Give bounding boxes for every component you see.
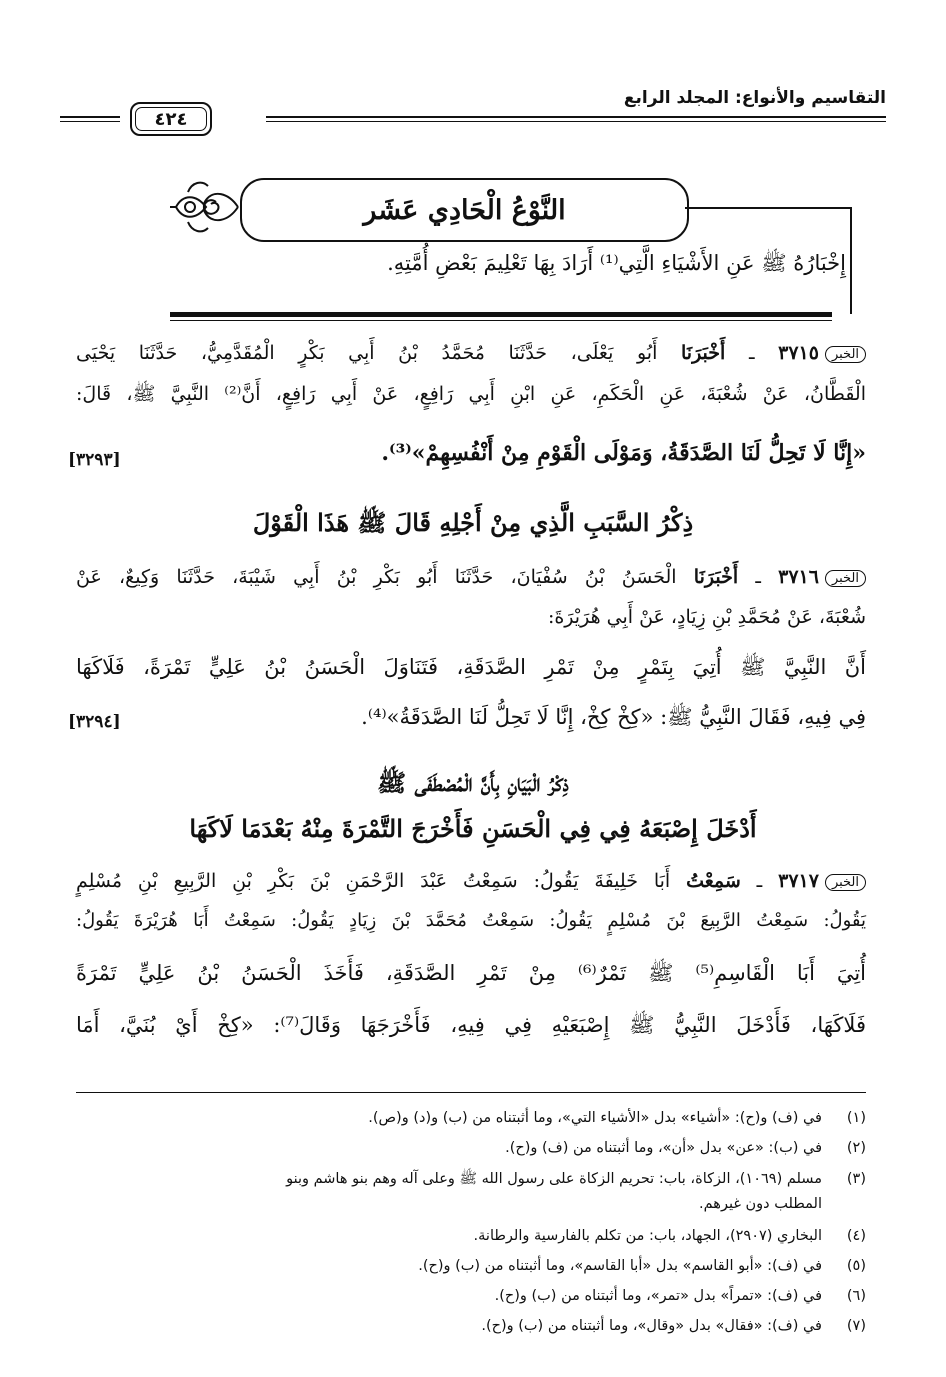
section-heading-2-line-1: ذِكْرُ الْبَيَانِ بِأَنَّ الْمُصْطَفَى ﷺ — [377, 768, 569, 797]
running-title: التقاسيم والأنواع: المجلد الرابع — [623, 88, 886, 108]
hadith-verb: أَخْبَرَنَا — [681, 342, 726, 364]
hadith-3717-line-4: فَلَاكَهَا، فَأَدْخَلَ النَّبِيُّ ﷺ إِصْبَعَيْهِ فِي فِيهِ، فَأَخْرَجَهَا وَقَالَ⁽⁷⁾: «كِخْ أَيْ بُنَيَّ، أَمَا — [76, 1013, 866, 1037]
khabar-badge: الخبر — [825, 346, 866, 363]
hadith-3715-line-2: الْقَطَّانُ، عَنْ شُعْبَةَ، عَنِ الْحَكَمِ، عَنِ ابْنِ أَبِي رَافِعٍ، عَنْ أَبِي رَافِعٍ، أَنَّ⁽²⁾ النَّبِيَّ ﷺ، قَالَ: — [76, 383, 866, 405]
footnote-1: (١)في (ف) و(ح): «أشياء» بدل «الأشياء التي»، وما أثبتناه من (ب) و(د) و(ص). — [368, 1110, 866, 1126]
hadith-number: ٣٧١٧ — [778, 870, 819, 892]
hadith-3716-ref: [٣٢٩٤] — [68, 712, 121, 732]
chapter-subtitle: إِخْبَارُهُ ﷺ عَنِ الأَشْيَاءِ الَّتِي⁽¹⁾ أَرَادَ بِهَا تَعْلِيمَ بَعْضِ أُمَّتِهِ. — [387, 251, 846, 275]
footnote-5: (٥)في (ف): «أبو القاسم» بدل «أبا القاسم»، وما أثبتناه من (ب) و(ح). — [418, 1258, 866, 1274]
page-number-text: ٤٢٤ — [154, 108, 188, 130]
hadith-number: ٣٧١٥ — [778, 342, 819, 364]
khabar-badge: الخبر — [825, 874, 866, 891]
footnote-6: (٦)في (ف): «تمراً» بدل «تمر»، وما أثبتناه من (ب) و(ح). — [494, 1288, 866, 1304]
footnote-4: (٤)البخاري (٢٩٠٧)، الجهاد، باب: من تكلم بالفارسية والرطانة. — [473, 1228, 866, 1244]
running-header — [60, 70, 886, 140]
footnote-7: (٧)في (ف): «فقال» بدل «وقال»، وما أثبتناه من (ب) و(ح). — [481, 1318, 866, 1334]
hadith-3716-line-4: فِي فِيهِ، فَقَالَ النَّبِيُّ ﷺ: «كِخْ كِخْ، إِنَّا لَا تَحِلُّ لَنَا الصَّدَقَةُ»⁽⁴⁾. — [361, 705, 866, 729]
footnote-3-continuation: المطلب دون غيرهم. — [699, 1196, 822, 1212]
hadith-3717-line-2: يَقُولُ: سَمِعْتُ الرَّبِيعَ بْنَ مُسْلِمٍ يَقُولُ: سَمِعْتُ مُحَمَّدَ بْنَ زِيَادٍ يَقُولُ: سَمِعْتُ أَبَا هُرَيْرَةَ يَقُولُ: — [76, 910, 866, 931]
chapter-thin-rule — [170, 320, 832, 321]
header-rule-left — [60, 116, 120, 122]
header-rule — [266, 116, 886, 122]
hadith-verb: سَمِعْتُ — [686, 870, 741, 892]
chapter-title: النَّوْعُ الْحَادِي عَشَر — [363, 194, 566, 226]
footnote-separator — [76, 1092, 866, 1093]
hadith-3716-line-2: شُعْبَةَ، عَنْ مُحَمَّدِ بْنِ زِيَادٍ، عَنْ أَبِي هُرَيْرَةَ: — [547, 606, 866, 628]
hadith-number: ٣٧١٦ — [778, 566, 819, 588]
hadith-3717-line-3: أُتِيَ أَبَا الْقَاسِمِ⁽⁵⁾ ﷺ تَمْرٌ⁽⁶⁾ مِنْ تَمْرِ الصَّدَقَةِ، فَأَخَذَ الْحَسَنُ بْنُ عَلِيٍّ تَمْرَةً — [76, 961, 866, 985]
hadith-text: أَبَا خَلِيفَةَ يَقُولُ: سَمِعْتُ عَبْدَ الرَّحْمَنِ بْنَ بَكْرِ بْنِ الرَّبِيعِ بْنِ مُسْلِمٍ — [76, 870, 671, 892]
hadith-3715-line-3: «إِنَّا لَا تَحِلُّ لَنَا الصَّدَقَةُ، وَمَوْلَى الْقَوْمِ مِنْ أَنْفُسِهِمْ»⁽³⁾. — [381, 440, 866, 466]
section-heading-1: ذِكْرُ السَّبَبِ الَّذِي مِنْ أَجْلِهِ قَالَ ﷺ هَذَا الْقَوْلَ — [252, 508, 694, 537]
footnote-2: (٢)في (ب): «عن» بدل «أن»، وما أثبتناه من (ف) و(ح). — [505, 1140, 866, 1156]
chapter-heavy-rule — [170, 312, 832, 317]
hadith-verb: أَخْبَرَنَا — [693, 566, 739, 588]
hadith-text: الْحَسَنُ بْنُ سُفْيَانَ، حَدَّثَنَا أَبُو بَكْرِ بْنُ أَبِي شَيْبَةَ، حَدَّثَنَا وَكِيعٌ، عَنْ — [76, 566, 677, 588]
hadith-3717-line-1: الخبر٣٧١٧ ـ سَمِعْتُ أَبَا خَلِيفَةَ يَقُولُ: سَمِعْتُ عَبْدَ الرَّحْمَنِ بْنَ بَكْرِ بْنِ الرَّبِيعِ بْنِ مُسْلِمٍ — [76, 870, 866, 892]
khabar-badge: الخبر — [825, 570, 866, 587]
hadith-3715-ref: [٣٢٩٣] — [68, 450, 121, 470]
hadith-3716-line-3: أَنَّ النَّبِيَّ ﷺ أُتِيَ بِتَمْرٍ مِنْ تَمْرِ الصَّدَقَةِ، فَتَنَاوَلَ الْحَسَنُ بْنُ عَلِيٍّ تَمْرَةً، فَلَاكَهَا — [76, 655, 866, 679]
arabesque-ornament-icon — [168, 172, 248, 242]
footnote-3: (٣)مسلم (١٠٦٩)، الزكاة، باب: تحريم الزكاة على رسول الله ﷺ وعلى آله وهم بنو هاشم وبنو — [286, 1171, 866, 1187]
hadith-text: أَبُو يَعْلَى، حَدَّثَنَا مُحَمَّدُ بْنُ أَبِي بَكْرٍ الْمُقَدَّمِيُّ، حَدَّثَنَا يَحْيَى — [76, 342, 658, 364]
chapter-title-box — [240, 178, 689, 242]
section-heading-2-line-2: أَدْخَلَ إِصْبَعَهُ فِي فِي الْحَسَنِ فَأَخْرَجَ التَّمْرَةَ مِنْهُ بَعْدَمَا لَاكَهَا — [189, 814, 757, 843]
hadith-3716-line-1: الخبر٣٧١٦ ـ أَخْبَرَنَا الْحَسَنُ بْنُ سُفْيَانَ، حَدَّثَنَا أَبُو بَكْرِ بْنُ أَبِي شَيْبَةَ، حَدَّثَنَا وَكِيعٌ، عَنْ — [76, 566, 866, 588]
page-number — [130, 102, 212, 136]
hadith-3715-line-1: الخبر٣٧١٥ ـ أَخْبَرَنَا أَبُو يَعْلَى، حَدَّثَنَا مُحَمَّدُ بْنُ أَبِي بَكْرٍ الْمُقَدَّمِيُّ، حَدَّثَنَا يَحْيَى — [76, 342, 866, 364]
